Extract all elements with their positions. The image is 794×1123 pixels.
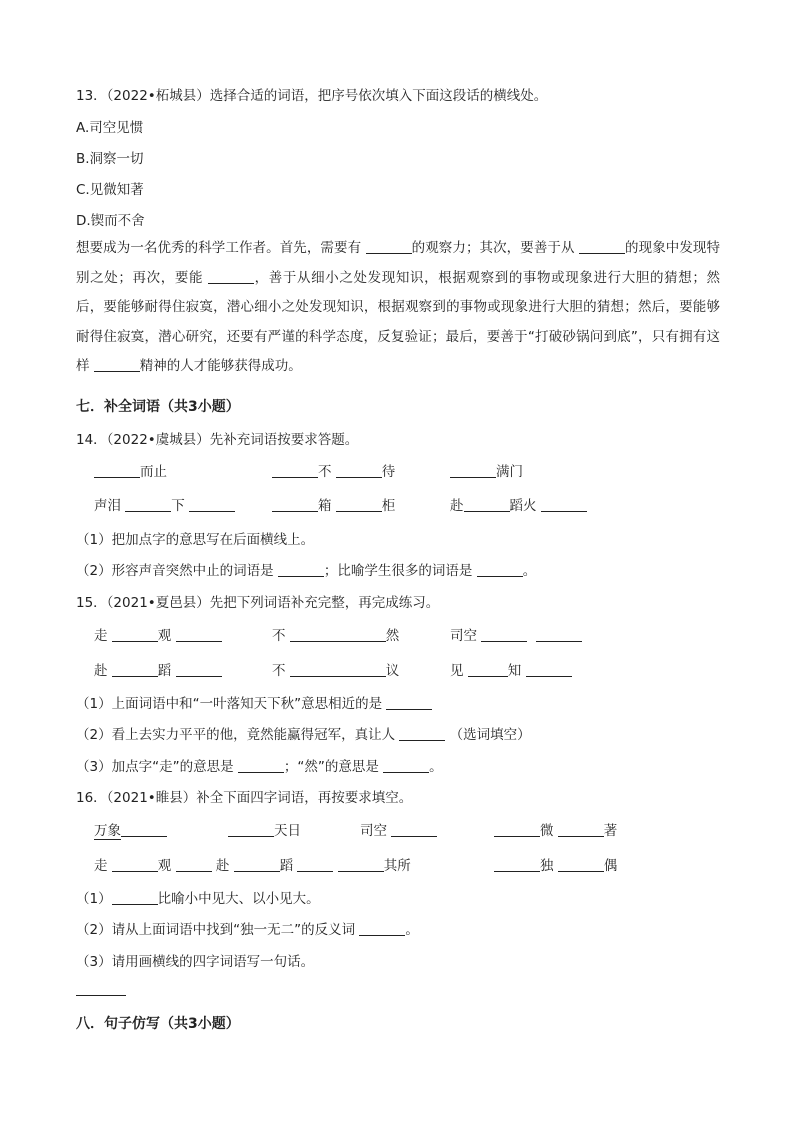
word-text: 议	[385, 663, 400, 679]
answer-blank[interactable]	[234, 857, 280, 872]
q16-sub-1	[76, 887, 320, 907]
word-text: 著	[603, 823, 618, 839]
passage-text: 的观察力；其次，要善于从	[411, 240, 579, 256]
q13-stem: 13．（2022•柘城县）选择合适的词语，把序号依次填入下面这段话的横线处。	[76, 88, 548, 104]
word-text: 赴	[215, 858, 234, 874]
answer-blank[interactable]	[290, 662, 386, 677]
q14-stem: 14．（2022•虞城县）先补充词语按要求答题。	[76, 432, 359, 448]
question-text: （1）	[76, 891, 112, 907]
answer-blank[interactable]	[112, 627, 158, 642]
q16-stem: 16．（2021•睢县）补全下面四字词语，再按要求填空。	[76, 790, 413, 806]
answer-blank[interactable]	[208, 269, 254, 284]
answer-blank[interactable]	[558, 857, 604, 872]
answer-blank[interactable]	[468, 662, 508, 677]
section-heading-8: 八．句子仿写（共3小题）	[76, 1016, 240, 1032]
word-text: 司空	[360, 823, 392, 839]
answer-blank[interactable]	[290, 627, 386, 642]
section-heading-7: 七．补全词语（共3小题）	[76, 399, 240, 415]
word-text: 走	[94, 628, 112, 644]
answer-blank[interactable]	[338, 857, 384, 872]
q13-passage	[76, 234, 720, 382]
word-text: 不	[272, 628, 290, 644]
word-text: 见	[450, 663, 468, 679]
word-text: 其所	[383, 858, 411, 874]
answer-blank[interactable]	[477, 562, 523, 577]
q13-option-d: D.锲而不舍	[76, 213, 145, 229]
question-text: ；比喻学生很多的词语是	[323, 563, 477, 579]
q13-option-b: B.洞察一切	[76, 151, 144, 167]
answer-blank[interactable]	[272, 497, 318, 512]
word-text: 偶	[603, 858, 618, 874]
q15-sub-1	[76, 692, 432, 712]
passage-text: ，善于从细小之处发现知识，根据观察到的事物或现象进行大胆的猜想；然后，要能够耐得住寂寞，潜心细小之处发现知识，根据观察到的事物或现象进行大胆的猜想；然后，要能够耐得住寂寞，潜心研究，还要有严谨的科学态度，反复验证；最后，要善于“打破砂锅问到底”，只有拥有这样	[76, 269, 721, 374]
word-text: 观	[157, 628, 176, 644]
passage-text: 精神的人才能够获得成功。	[139, 358, 302, 374]
passage-text: 的现象中发现特别之处；再次，要能	[76, 240, 721, 286]
question-text: （选词填空）	[445, 727, 531, 743]
answer-blank[interactable]	[359, 921, 405, 936]
answer-blank[interactable]	[386, 695, 432, 710]
question-text: 。	[522, 563, 537, 579]
word-text: 蹈火	[509, 498, 541, 514]
answer-blank[interactable]	[272, 463, 318, 478]
question-text: （2）请从上面词语中找到“独一无二”的反义词	[76, 922, 360, 938]
underlined-word: 万象	[94, 823, 121, 839]
answer-blank[interactable]	[278, 562, 324, 577]
answer-blank[interactable]	[94, 357, 140, 372]
word-text: 观	[157, 858, 176, 874]
answer-blank[interactable]	[176, 662, 222, 677]
answer-blank[interactable]	[336, 497, 382, 512]
answer-blank[interactable]	[366, 239, 412, 254]
answer-blank[interactable]	[558, 822, 604, 837]
question-text: （3）加点字“走”的意思是	[76, 759, 238, 775]
answer-line[interactable]	[76, 995, 126, 996]
passage-text: 想要成为一名优秀的科学工作者。首先，需要有	[76, 240, 366, 256]
word-text: 赴	[94, 663, 112, 679]
answer-blank[interactable]	[125, 497, 171, 512]
answer-blank[interactable]	[494, 822, 540, 837]
word-text: 而止	[140, 464, 167, 480]
answer-blank[interactable]	[297, 857, 333, 872]
answer-blank[interactable]	[481, 627, 527, 642]
answer-blank[interactable]	[94, 463, 140, 478]
question-text: （1）上面词语中和“一叶落知天下秋”意思相近的是	[76, 696, 387, 712]
answer-blank[interactable]	[399, 726, 445, 741]
answer-blank[interactable]	[464, 497, 510, 512]
word-text: 独	[540, 858, 558, 874]
word-text: 蹈	[279, 858, 298, 874]
answer-blank[interactable]	[228, 822, 274, 837]
word-text: 柜	[381, 498, 396, 514]
answer-blank[interactable]	[121, 822, 167, 837]
question-text: ；“然”的意思是	[283, 759, 384, 775]
answer-blank[interactable]	[112, 662, 158, 677]
answer-blank[interactable]	[383, 758, 429, 773]
word-text: 赴	[450, 498, 464, 514]
word-text: 蹈	[157, 663, 176, 679]
q15-sub-3	[76, 755, 443, 775]
word-text: 不	[272, 663, 290, 679]
word-text: 不	[318, 464, 336, 480]
answer-blank[interactable]	[526, 662, 572, 677]
q15-sub-2	[76, 723, 531, 743]
answer-blank[interactable]	[541, 497, 587, 512]
answer-blank[interactable]	[536, 627, 582, 642]
word-text: 司空	[450, 628, 482, 644]
answer-blank[interactable]	[391, 822, 437, 837]
word-text: 待	[381, 464, 396, 480]
q15-stem: 15．（2021•夏邑县）先把下列词语补充完整，再完成练习。	[76, 595, 440, 611]
answer-blank[interactable]	[112, 857, 158, 872]
word-text: 然	[385, 628, 400, 644]
answer-blank[interactable]	[189, 497, 235, 512]
answer-blank[interactable]	[238, 758, 284, 773]
word-text: 下	[171, 498, 185, 514]
answer-blank[interactable]	[336, 463, 382, 478]
q14-sub-1: （1）把加点字的意思写在后面横线上。	[76, 532, 315, 548]
word-text: 满门	[496, 464, 523, 480]
answer-blank[interactable]	[112, 890, 158, 905]
q13-option-c: C.见微知著	[76, 182, 144, 198]
word-text: 微	[540, 823, 558, 839]
answer-blank[interactable]	[450, 463, 496, 478]
question-text: 比喻小中见大、以小见大。	[157, 891, 320, 907]
word-text: 知	[507, 663, 526, 679]
word-text: 走	[94, 858, 112, 874]
answer-blank[interactable]	[494, 857, 540, 872]
word-text: 声泪	[94, 498, 126, 514]
q16-sub-2	[76, 918, 419, 938]
question-text: （2）形容声音突然中止的词语是	[76, 563, 278, 579]
q14-sub-2	[76, 559, 536, 579]
word-text: 天日	[274, 823, 301, 839]
word-text: 箱	[318, 498, 336, 514]
answer-blank[interactable]	[176, 627, 222, 642]
question-text: （2）看上去实力平平的他，竟然能赢得冠军，真让人	[76, 727, 400, 743]
question-text: 。	[429, 759, 443, 775]
q13-option-a: A.司空见惯	[76, 120, 144, 136]
q16-sub-3: （3）请用画横线的四字词语写一句话。	[76, 954, 315, 970]
answer-blank[interactable]	[579, 239, 625, 254]
question-text: 。	[405, 922, 419, 938]
answer-blank[interactable]	[176, 857, 212, 872]
